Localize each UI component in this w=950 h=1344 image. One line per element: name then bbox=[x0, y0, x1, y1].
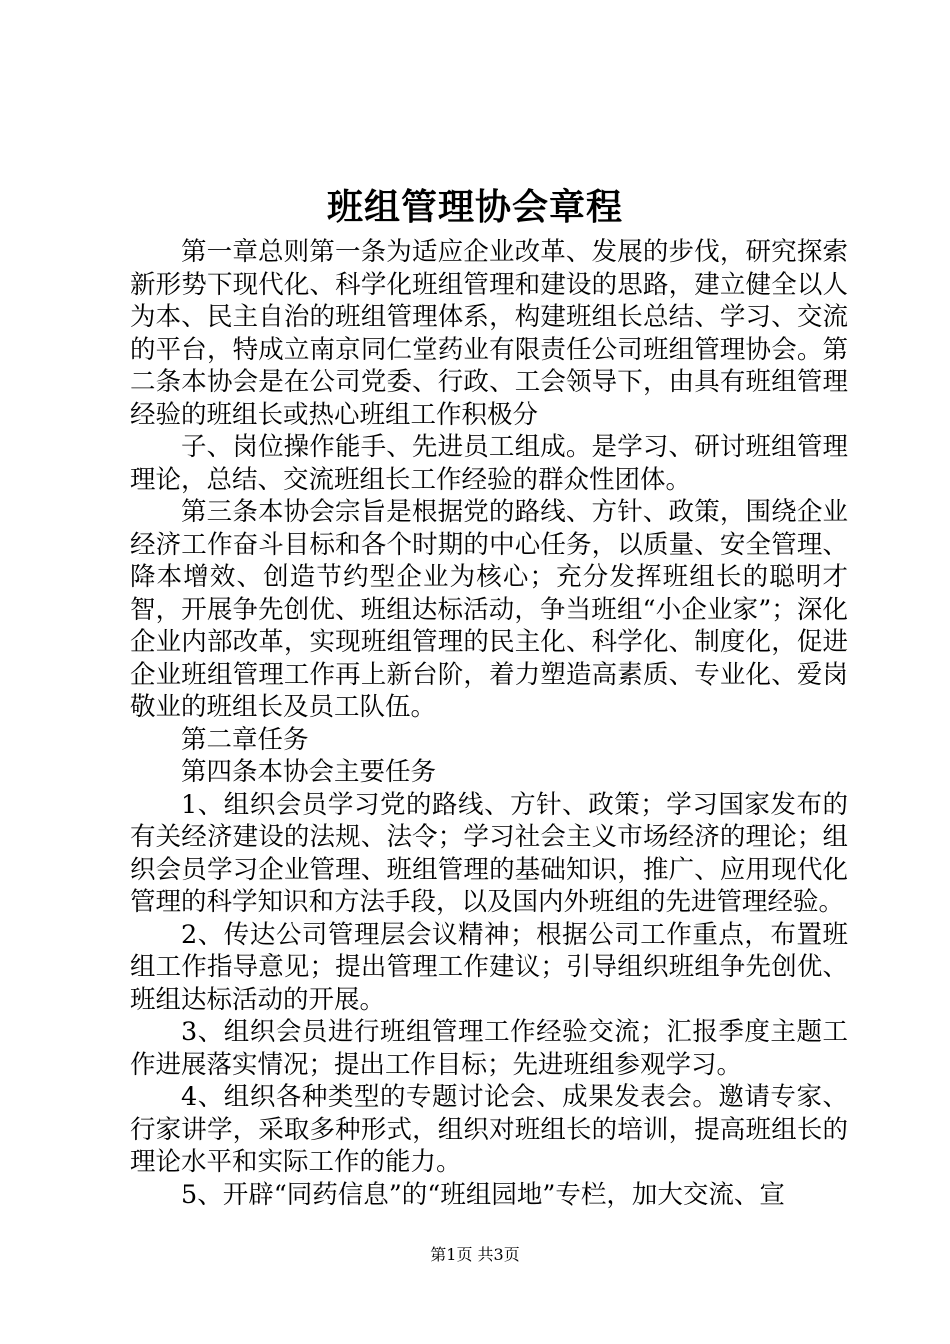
paragraph-chapter1-article1-2: 第一章总则第一条为适应企业改革、发展的步伐，研究探索新形势下现代化、科学化班组管理和建设的思路，建立健全以人为本、民主自治的班组管理体系，构建班组长总结、学习、交流的平台，特成立南京同仁堂药业有限责任公司班组管理协会。第二条本协会是在公司党委、行政、工会领导下，由具有班组管理经验的班组长或热心班组工作积极分 bbox=[130, 237, 848, 430]
document-title: 班组管理协会章程 bbox=[326, 186, 623, 228]
heading-chapter2: 第二章任务 bbox=[181, 724, 309, 755]
document-body bbox=[130, 236, 848, 1211]
list-item-5: 5、开辟“同药信息”的“班组园地”专栏，加大交流、宣 bbox=[181, 1179, 785, 1210]
list-item-4: 4、组织各种类型的专题讨论会、成果发表会。邀请专家、行家讲学，采取多种形式，组织对班组长的培训，提高班组长的理论水平和实际工作的能力。 bbox=[130, 1082, 848, 1177]
list-item-1: 1、组织会员学习党的路线、方针、政策；学习国家发布的有关经济建设的法规、法令；学习社会主义市场经济的理论；组织会员学习企业管理、班组管理的基础知识，推广、应用现代化管理的科学知识和方法手段，以及国内外班组的先进管理经验。 bbox=[130, 789, 848, 917]
paragraph-article2-continued: 子、岗位操作能手、先进员工组成。是学习、研讨班组管理理论，总结、交流班组长工作经验的群众性团体。 bbox=[130, 432, 848, 495]
heading-article4: 第四条本协会主要任务 bbox=[181, 757, 437, 787]
list-item-2: 2、传达公司管理层会议精神；根据公司工作重点，布置班组工作指导意见；提出管理工作建议；引导组织班组争先创优、班组达标活动的开展。 bbox=[130, 919, 848, 1015]
page-footer: 第1页 共3页 bbox=[430, 1245, 520, 1264]
list-item-3: 3、组织会员进行班组管理工作经验交流；汇报季度主题工作进展落实情况；提出工作目标；先进班组参观学习。 bbox=[130, 1017, 848, 1080]
paragraph-article3: 第三条本协会宗旨是根据党的路线、方针、政策，围绕企业经济工作奋斗目标和各个时期的中心任务，以质量、安全管理、降本增效、创造节约型企业为核心；充分发挥班组长的聪明才智，开展争先创优、班组达标活动，争当班组“小企业家”；深化企业内部改革，实现班组管理的民主化、科学化、制度化，促进企业班组管理工作再上新台阶，着力塑造高素质、专业化、爱岗敬业的班组长及员工队伍。 bbox=[130, 497, 848, 722]
